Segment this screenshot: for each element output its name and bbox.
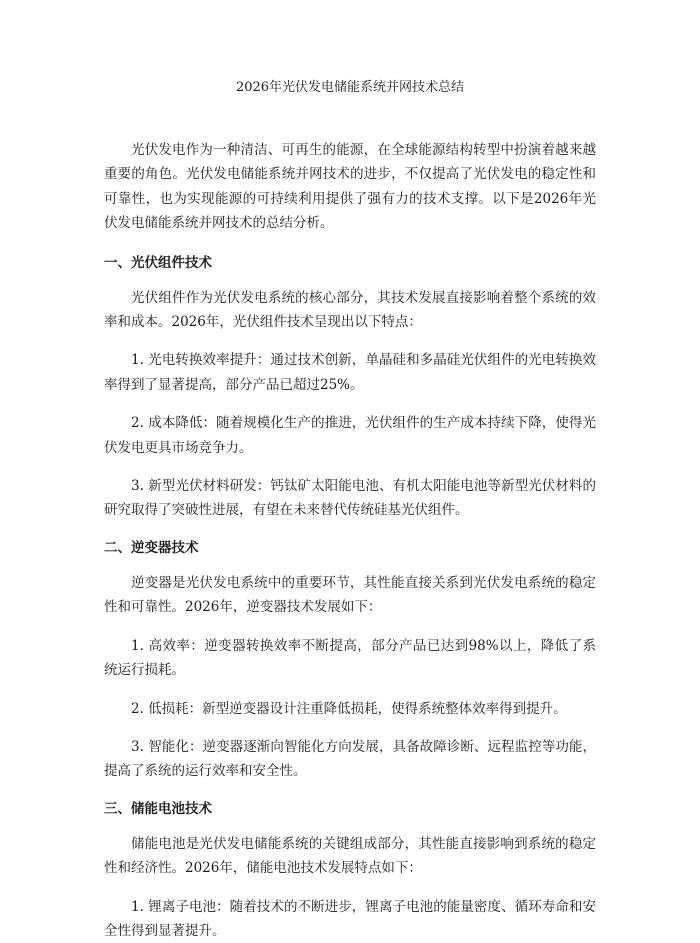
list-item: 3. 智能化：逆变器逐渐向智能化方向发展，具备故障诊断、远程监控等功能，提高了系统的运行效率和安全性。 [104, 738, 596, 780]
intro-paragraph: 光伏发电作为一种清洁、可再生的能源，在全球能源结构转型中扮演着越来越重要的角色。光伏发电储能系统并网技术的进步，不仅提高了光伏发电的稳定性和可靠性，也为实现能源的可持续利用提供了强有力的技术支撑。以下是2026年光伏发电储能系统并网技术的总结分析。 [104, 142, 596, 232]
list-item: 1. 锂离子电池：随着技术的不断进步，锂离子电池的能量密度、循环寿命和安全性得到显著提升。 [104, 898, 596, 939]
section-lead-paragraph: 光伏组件作为光伏发电系统的核心部分，其技术发展直接影响着整个系统的效率和成本。2026年，光伏组件技术呈现出以下特点： [104, 289, 596, 331]
section-lead-paragraph: 逆变器是光伏发电系统中的重要环节，其性能直接关系到光伏发电系统的稳定性和可靠性。2026年，逆变器技术发展如下： [104, 574, 596, 616]
section-heading-storage-battery: 三、储能电池技术 [104, 800, 212, 817]
section-lead-paragraph: 储能电池是光伏发电储能系统的关键组成部分，其性能直接影响到系统的稳定性和经济性。2026年，储能电池技术发展特点如下： [104, 835, 596, 877]
list-item: 3. 新型光伏材料研发：钙钛矿太阳能电池、有机太阳能电池等新型光伏材料的研究取得了突破性进展，有望在未来替代传统硅基光伏组件。 [104, 478, 596, 519]
list-item: 2. 成本降低：随着规模化生产的推进，光伏组件的生产成本持续下降，使得光伏发电更具市场竞争力。 [104, 415, 596, 456]
section-heading-inverter: 二、逆变器技术 [104, 539, 199, 556]
document-title: 2026年光伏发电储能系统并网技术总结 [235, 80, 465, 95]
list-item: 2. 低损耗：新型逆变器设计注重降低损耗，使得系统整体效率得到提升。 [131, 700, 567, 717]
list-item: 1. 光电转换效率提升：通过技术创新，单晶硅和多晶硅光伏组件的光电转换效率得到了显著提高，部分产品已超过25%。 [104, 352, 596, 393]
section-heading-pv-modules: 一、光伏组件技术 [104, 254, 212, 271]
list-item: 1. 高效率：逆变器转换效率不断提高，部分产品已达到98%以上，降低了系统运行损耗。 [104, 637, 596, 679]
